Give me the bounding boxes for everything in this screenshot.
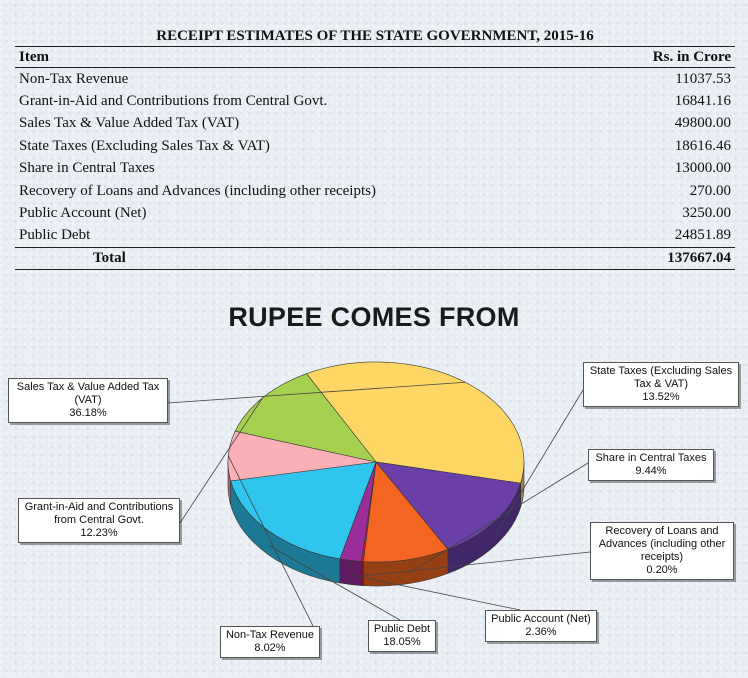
row-item: Grant-in-Aid and Contributions from Central Govt. <box>19 93 328 110</box>
row-item: Public Account (Net) <box>19 205 147 222</box>
row-item: Sales Tax & Value Added Tax (VAT) <box>19 115 240 132</box>
callout-name: Grant-in-Aid and Contributions from Central Govt. <box>24 501 174 526</box>
total-value: 137667.04 <box>597 248 735 270</box>
callout-non-tax-revenue <box>220 626 320 658</box>
callout-percent: 12.23% <box>80 527 118 539</box>
callout-name: Public Debt <box>373 623 431 635</box>
callout-percent: 8.02% <box>254 642 286 654</box>
header-item: Item <box>15 47 597 68</box>
callout-name: Public Account (Net) <box>491 613 591 625</box>
header-value: Rs. in Crore <box>597 47 735 68</box>
callout-name: Share in Central Taxes <box>595 452 707 464</box>
row-value: 24851.89 <box>674 227 731 244</box>
callout-percent: 2.36% <box>525 626 557 638</box>
callout-public-account <box>485 610 597 642</box>
callout-state-taxes <box>583 362 739 407</box>
callout-grant-in-aid <box>18 498 180 543</box>
row-item: Recovery of Loans and Advances (including other receipts) <box>19 182 376 199</box>
callout-recovery-of-loans <box>590 522 734 580</box>
callout-name: State Taxes (Excluding Sales Tax & VAT) <box>589 365 733 390</box>
row-item: Non-Tax Revenue <box>19 70 129 87</box>
callout-percent: 13.52% <box>642 391 680 403</box>
callout-percent: 9.44% <box>635 465 667 477</box>
callout-public-debt <box>368 620 436 652</box>
callout-name: Non-Tax Revenue <box>225 629 315 641</box>
leader-line-4 <box>351 575 520 610</box>
callout-percent: 0.20% <box>646 564 678 576</box>
row-value: 3250.00 <box>682 205 731 222</box>
callout-percent: 18.05% <box>383 636 421 648</box>
callout-name: Recovery of Loans and Advances (including other receipts) <box>598 525 726 563</box>
row-value: 13000.00 <box>674 160 731 177</box>
callout-percent: 36.18% <box>69 407 107 419</box>
pie-side-4 <box>340 559 362 586</box>
row-value: 49800.00 <box>674 115 731 132</box>
chart-title: RUPEE COMES FROM <box>228 302 520 332</box>
callout-sales-tax <box>8 378 168 423</box>
callout-share-central-taxes <box>588 449 714 481</box>
callout-name: Sales Tax & Value Added Tax (VAT) <box>16 381 160 406</box>
pie-top-faces <box>228 362 524 562</box>
table-title: RECEIPT ESTIMATES OF THE STATE GOVERNMENT, 2015-16 <box>15 26 735 47</box>
row-value: 16841.16 <box>674 93 731 110</box>
row-value: 11037.53 <box>675 70 731 87</box>
total-label: Total <box>15 248 597 270</box>
row-value: 270.00 <box>689 182 731 199</box>
pie-side-3 <box>361 562 363 586</box>
row-item: State Taxes (Excluding Sales Tax & VAT) <box>19 137 270 154</box>
row-value: 18616.46 <box>674 137 731 154</box>
row-item: Public Debt <box>19 227 91 244</box>
row-item: Share in Central Taxes <box>19 160 155 177</box>
